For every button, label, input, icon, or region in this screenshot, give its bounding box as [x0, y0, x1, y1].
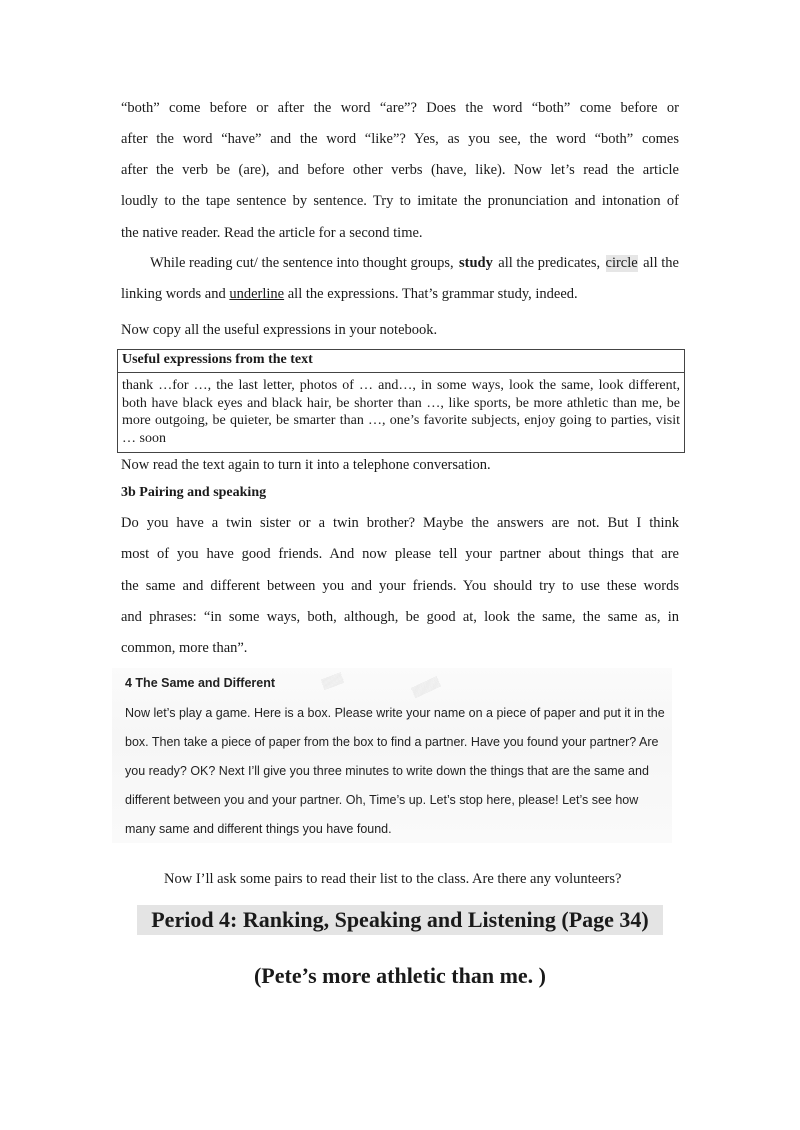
box-body: thank …for …, the last letter, photos of … and…, in some ways, look the same, look different, both have black eyes and black hair, be shorter than …, like sports, be more athletic than me, be more outgoing, be quieter, be smarter than …, one’s favorite subjects, enjoy going to parties, visit … soon — [122, 378, 680, 446]
section-3b-line-1: Do you have a twin sister or a twin brother? Maybe the answers are not. But I think — [121, 515, 679, 531]
para2-text-c: all the — [643, 255, 679, 271]
para1-line-2: after the word “have” and the word “like”? Yes, as you see, the word “both” comes — [121, 131, 679, 147]
section-3b-title: 3b Pairing and speaking — [121, 485, 267, 500]
copy-instruction: Now copy all the useful expressions in your notebook. — [121, 322, 438, 338]
para1-line-3: after the verb be (are), and before other verbs (have, like). Now let’s read the article — [121, 162, 679, 178]
section-4-line-3: you ready? OK? Next I’ll give you three minutes to write down the things that are the same and — [125, 764, 649, 778]
section-4-line-2: box. Then take a piece of paper from the box to find a partner. Have you found your partner? Are — [125, 735, 659, 749]
section-4-title: 4 The Same and Different — [125, 676, 276, 690]
para2-text-b: all the predicates, — [498, 255, 601, 271]
study-word: study — [459, 255, 493, 271]
section-3b-line-2: most of you have good friends. And now please tell your partner about things that are — [121, 546, 679, 562]
circle-word: circle — [605, 255, 638, 271]
para2-line-1 — [150, 255, 679, 272]
period-subheading: (Pete’s more athletic than me. ) — [253, 963, 546, 988]
underline-word: underline — [229, 286, 285, 302]
reread-instruction: Now read the text again to turn it into a telephone conversation. — [121, 457, 491, 473]
box-header: Useful expressions from the text — [118, 350, 684, 373]
para1-line-4: loudly to the tape sentence by sentence. Try to imitate the pronunciation and intonation of — [121, 193, 679, 209]
section-3b-line-4: and phrases: “in some ways, both, although, be good at, look the same, the same as, in — [121, 609, 679, 625]
volunteers-line: Now I’ll ask some pairs to read their list to the class. Are there any volunteers? — [164, 871, 622, 887]
para2-text-a: While reading cut/ the sentence into thought groups, — [150, 255, 454, 271]
section-4-line-5: many same and different things you have found. — [125, 822, 392, 836]
period-heading: Period 4: Ranking, Speaking and Listening (Page 34) — [151, 907, 649, 932]
section-4-line-4: different between you and your partner. Oh, Time’s up. Let’s stop here, please! Let’s see how — [125, 793, 639, 807]
para1-line-1: “both” come before or after the word “are”? Does the word “both” come before or — [121, 100, 679, 116]
para2-line-2 — [121, 286, 679, 303]
scanned-section-background — [112, 668, 672, 843]
section-4-line-1: Now let’s play a game. Here is a box. Please write your name on a piece of paper and put it in the — [125, 706, 665, 720]
para2-text-d: linking words and — [121, 286, 226, 302]
useful-expressions-box — [117, 349, 685, 453]
section-3b-line-3: the same and different between you and your friends. You should try to use these words — [121, 578, 679, 594]
para1-line-5: the native reader. Read the article for a second time. — [121, 225, 423, 241]
watermark-mark: ▒▒▒ — [320, 672, 345, 691]
section-3b-line-5: common, more than”. — [121, 640, 248, 656]
watermark-mark: ▒▒▒▒ — [411, 676, 442, 699]
para2-text-e: all the expressions. That’s grammar study, indeed. — [287, 286, 578, 302]
